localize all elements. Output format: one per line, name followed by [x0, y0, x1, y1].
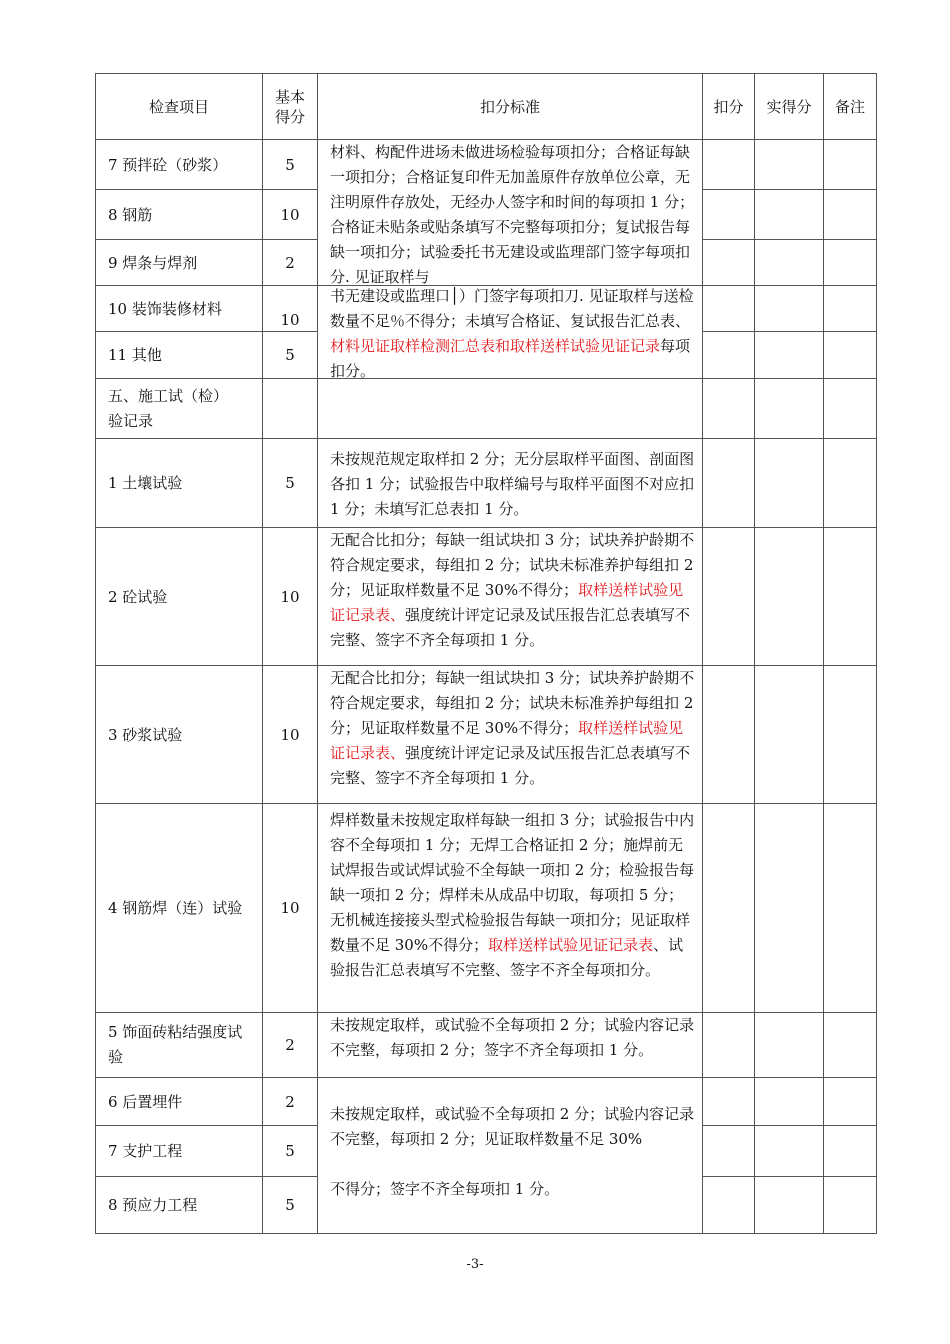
criteria-misc-b: 不得分；签字不齐全每项扣 1 分。	[330, 1180, 560, 1198]
table-border-bottom	[95, 1233, 877, 1234]
header-standard: 扣分标准	[479, 97, 540, 116]
criteria-text: 强度统计评定记录及试压报告汇总表填写不完整、签字不齐全每项扣 1 分。	[330, 606, 691, 649]
item-name: 7 支护工程	[108, 1142, 183, 1160]
item-name: 1 土壤试验	[108, 474, 183, 492]
criteria-misc-a: 未按规定取样，或试验不全每项扣 2 分；试验内容记录不完整，每项扣 2 分；见证取样数量不足 30%	[330, 1105, 695, 1148]
row-line	[702, 331, 877, 332]
header-deduct: 扣分	[713, 97, 744, 116]
criteria-text: 无配合比扣分；每缺一组试块扣 3 分；试块养护龄期不符合规定要求，每组扣 2 分；试块未标准养护每组扣 2 分；见证取样数量不足 30%不得分；	[330, 669, 699, 737]
row-line	[702, 1125, 877, 1126]
base-score: 5	[285, 346, 295, 364]
criteria-text: 焊样数量未按规定取样每缺一组扣 3 分；试验报告中内容不全每项扣 1 分；无焊工合格证扣 2 分；施焊前无试焊报告或试焊试验不全每缺一项扣 2 分；检验报告每缺一项扣 2 分；焊样未从成品中切取，每项扣 5 分；无机械连接接头型式检验报告每缺一项扣分；见证取样数量不足 30%不得分；	[330, 811, 695, 954]
page-number: -3-	[466, 1257, 484, 1272]
item-name: 7 预拌砼（砂浆）	[108, 155, 228, 174]
criteria-materials-a: 材料、构配件进场未做进场检验每项扣分；合格证每缺一项扣分；合格证复印件无加盖原件存放单位公章，无注明原件存放处，无经办人签字和时间的每项扣 1 分；合格证未贴条或贴条填写不完整每项扣分；复试报告每缺一项扣分；试验委托书无建设或监理部门签字每项扣分. 见证取样与	[330, 143, 695, 286]
item-name-line2: 验	[108, 1048, 124, 1066]
criteria-text: 每项扣分。	[330, 337, 691, 380]
base-score: 10	[280, 725, 300, 744]
header-item: 检查项目	[148, 97, 209, 116]
item-name: 3 砂浆试验	[108, 725, 183, 744]
criteria-mortar	[330, 666, 697, 802]
column-line	[754, 73, 755, 1234]
row-line	[702, 239, 877, 240]
section-title	[96, 379, 262, 438]
column-line	[317, 73, 318, 1234]
section-title-line2: 验记录	[108, 411, 154, 430]
item-name: 10 装饰装修材料	[108, 299, 222, 318]
table-border-right	[876, 73, 877, 1234]
header-base-line1: 基本	[274, 87, 305, 106]
base-score: 5	[285, 1142, 295, 1160]
base-score: 2	[285, 1036, 295, 1054]
criteria-soil: 未按规范规定取样扣 2 分；无分层取样平面图、剖面图各扣 1 分；试验报告中取样编号与取样平面图不对应扣 1 分；未填写汇总表扣 1 分。	[330, 450, 699, 518]
criteria-highlight: 取样送样试验见证记录表	[488, 936, 654, 954]
criteria-materials-b	[330, 284, 697, 384]
column-line	[702, 73, 703, 1234]
criteria-highlight: 取样送样试验见证记录表、	[330, 581, 684, 624]
criteria-text: 强度统计评定记录及试压报告汇总表填写不完整、签字不齐全每项扣 1 分。	[330, 744, 691, 787]
criteria-text: 无配合比扣分；每缺一组试块扣 3 分；试块养护龄期不符合规定要求，每组扣 2 分；试块未标准养护每组扣 2 分；见证取样数量不足 30%不得分；	[330, 531, 699, 599]
item-name: 8 钢筋	[108, 205, 153, 224]
base-score: 10	[280, 311, 300, 329]
row-line	[702, 1176, 877, 1177]
base-score: 5	[285, 1196, 295, 1214]
section-title-line1: 五、施工试（检）	[108, 386, 229, 405]
base-score: 10	[280, 899, 300, 917]
base-score: 10	[280, 205, 300, 224]
criteria-concrete	[330, 528, 697, 664]
header-base-line2: 得分	[274, 107, 305, 126]
base-score: 10	[280, 587, 300, 606]
header-remark: 备注	[834, 97, 865, 116]
base-score: 5	[285, 155, 295, 174]
criteria-text: 、试验报告汇总表填写不完整、签字不齐全每项扣分。	[330, 936, 684, 979]
item-name	[96, 1013, 262, 1077]
item-name: 8 预应力工程	[108, 1196, 198, 1214]
base-score: 5	[285, 474, 295, 492]
row-line	[702, 189, 877, 190]
item-name: 9 焊条与焊剂	[108, 253, 198, 272]
item-name: 2 砼试验	[108, 587, 168, 606]
base-score: 2	[285, 1092, 295, 1111]
item-name-line1: 5 饰面砖粘结强度试	[108, 1023, 243, 1041]
criteria-welding	[330, 808, 697, 1011]
criteria-tile: 未按规定取样，或试验不全每项扣 2 分；试验内容记录不完整，每项扣 2 分；签字不齐全每项扣 1 分。	[330, 1016, 695, 1059]
criteria-text: 书无建设或监理口│）门签字每项扣刀. 见证取样与送检数量不足％不得分；未填写合格证、复试报告汇总表、	[330, 287, 694, 330]
item-name: 11 其他	[108, 346, 162, 364]
header-base-score	[263, 74, 317, 139]
item-name: 6 后置埋件	[108, 1092, 183, 1111]
base-score: 2	[285, 253, 295, 272]
criteria-highlight: 取样送样试验见证记录表、	[330, 719, 684, 762]
column-line	[823, 73, 824, 1234]
header-actual: 实得分	[766, 97, 812, 116]
item-name: 4 钢筋焊（连）试验	[108, 899, 243, 917]
criteria-highlight: 材料见证取样检测汇总表和取样送样试验见证记录	[330, 337, 661, 355]
